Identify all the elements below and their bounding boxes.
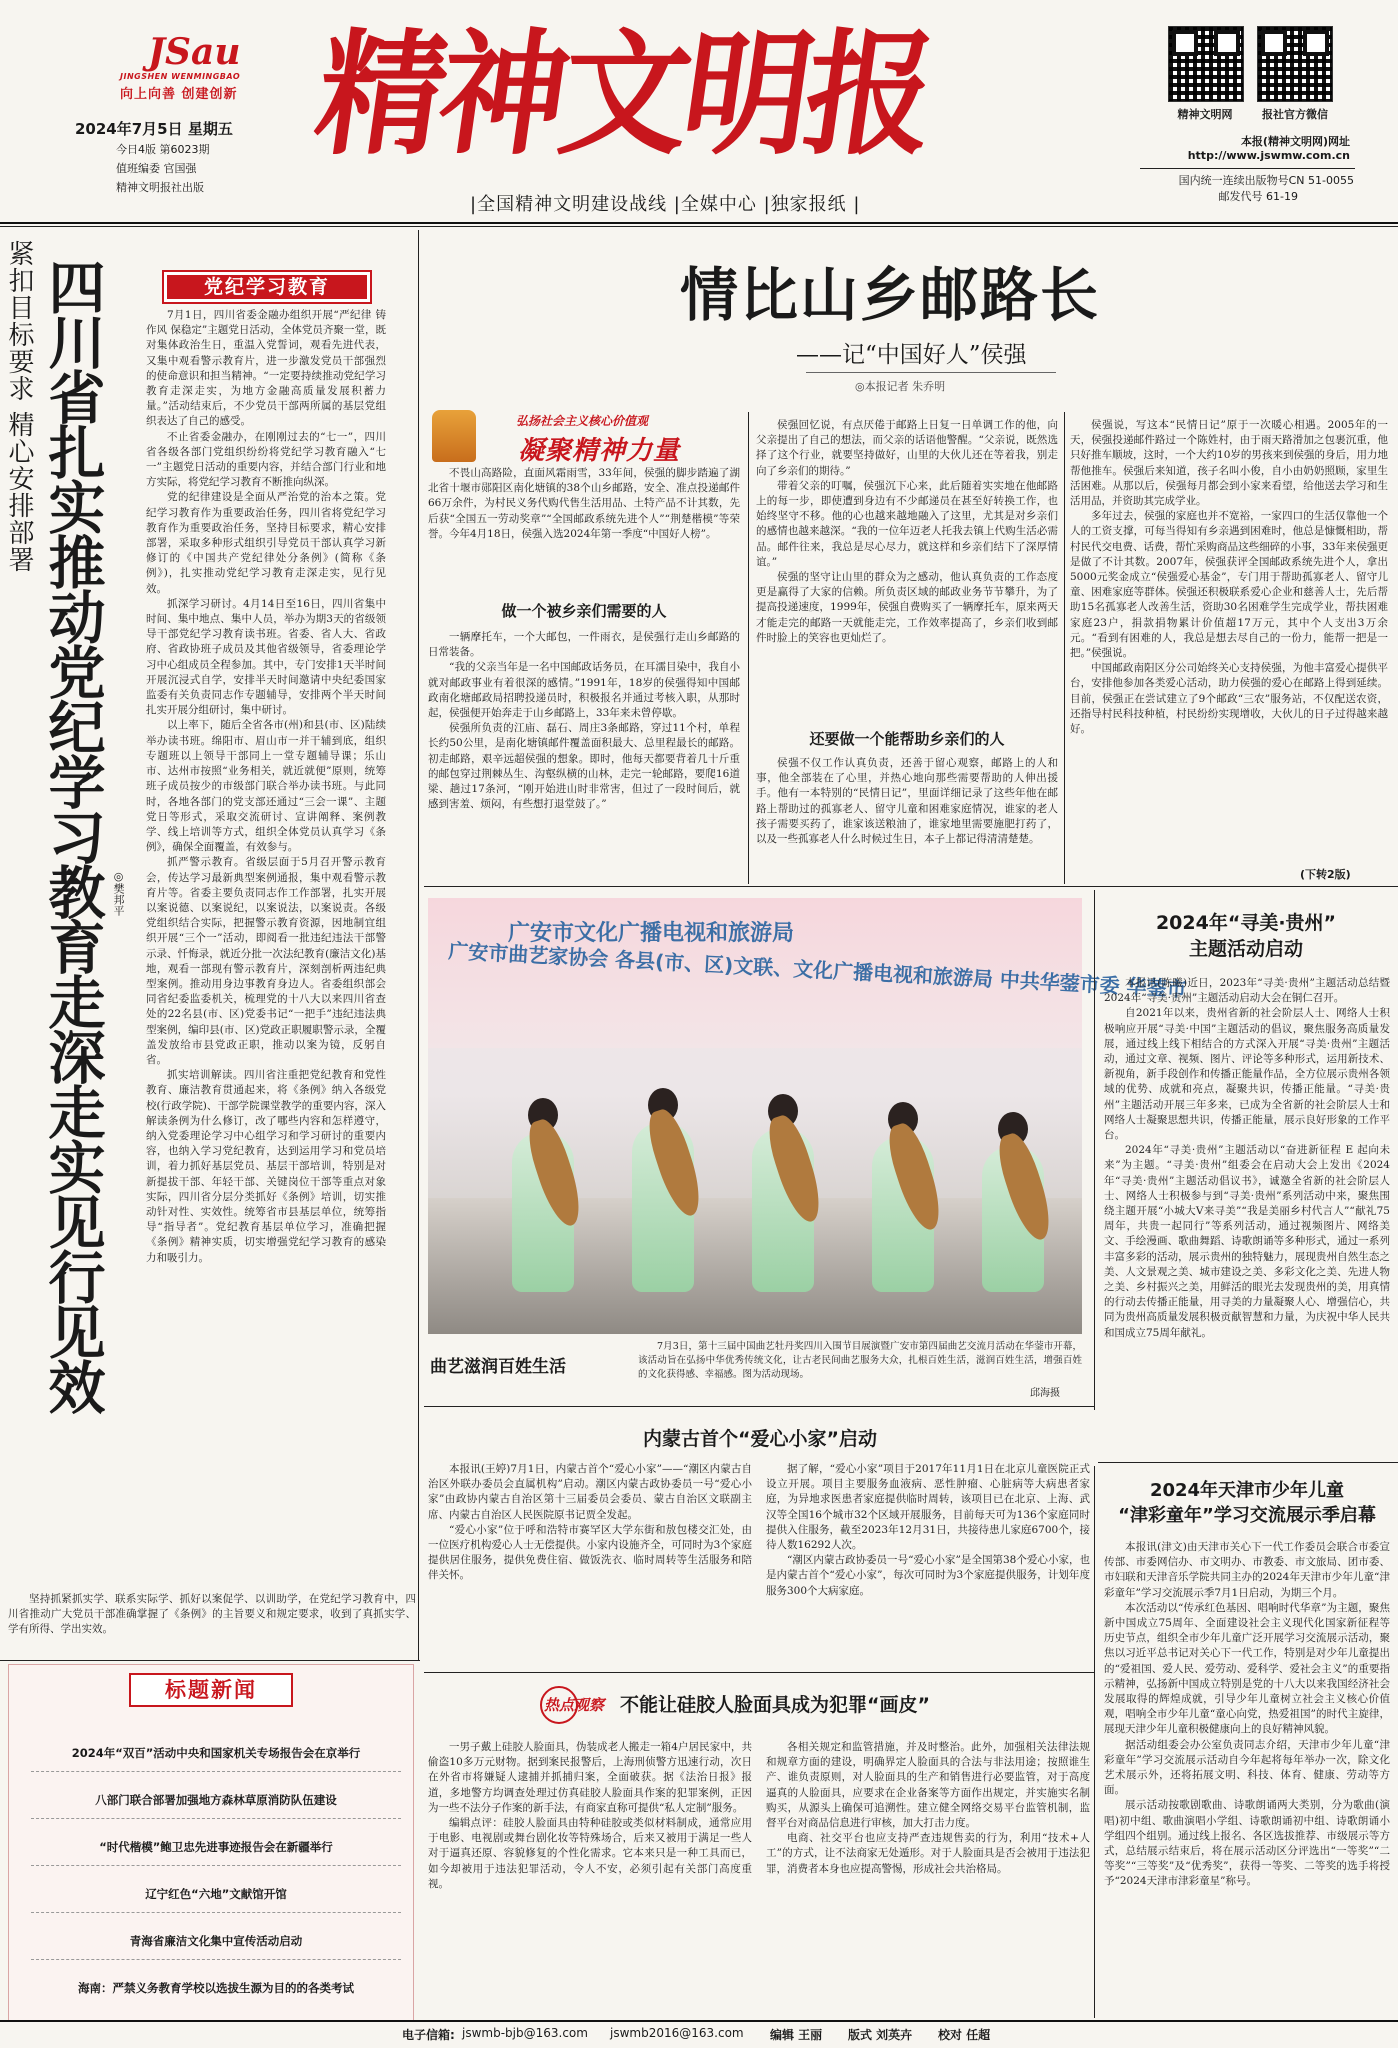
footer-layout: 版式 刘英卉 — [848, 2028, 913, 2042]
feature-intro: 不畏山高路险，直面风霜雨雪，33年间，侯强的脚步踏遍了湖北省十堰市郧阳区南化塘镇的38个山乡邮路，安全、准点投递邮件66万余件，为村民义务代购代售生活用品、土特产品不计其数，先后获“全国五一劳动奖章”“全国邮政系统先进个人”“荆楚楷模”等荣誉。今年4月18日，侯强入选2024年第一季度“中国好人榜”。 — [428, 467, 740, 540]
duty-editor: 值班编委 官国强 — [116, 162, 197, 175]
lead-paragraph: 党的纪律建设是全面从严治党的治本之策。党纪学习教育作为重要政治任务，四川省将党纪学习教育作为重要政治任务，坚持目标要求，精心安排部署，采取多种形式组织引导党员干部认真学习新修订的《中国共产党纪律处分条例》(简称《条例》)，扎实推动党纪学习教育走深走实，见行见效。 — [146, 491, 386, 595]
feature-headline: 情比山乡邮路长 — [680, 261, 1101, 329]
issue-number: 今日4版 第6023期 — [116, 143, 210, 156]
feature-col-2: 侯强回忆说，有点厌倦于邮路上日复一日单调工作的他，向父亲提出了自己的想法，而父亲的话语他警醒。“父亲说，既然选择了这个行业，就要坚持做好，山里的大伙儿还在等着我，别走向了乡亲们的期待。” 带着父亲的叮嘱，侯强沉下心来，此后随着实实地在他邮路上的每一步，即使遭到身边有不少邮递员在甚至好转换工作，也始终坚守不移。他的心也越来越地融入了这里，尤其是对乡亲们的感情也越来越深。“我的一位年迈老人托我去镇上代购生活必需品。邮件往来，我总是尽心尽力，就这样和乡亲们结下了深厚情谊。” 侯强的坚守让山里的群众为之感动，他认真负责的工作态度更是赢得了大家的信赖。所负责区域的邮政业务节节攀升，为了提高投递速度，1999年，侯强自费购买了一辆摩托车，原来两天才能走完的邮路一天就能走完，工作效率提高了，乡亲们收到邮件时脸上的笑容也更灿烂了。 — [756, 419, 1058, 644]
feature-col-1: 一辆摩托车，一个大邮包，一件雨衣，是侯强行走山乡邮路的日常装备。 “我的父亲当年是一名中国邮政话务员，在耳濡目染中，我自小就对邮政事业有着很深的感情。”1991年，18岁的侯强得知中国邮政南化塘邮政局招聘投递员时，积极报名并通过考核入职，从那时起，侯强便开始奔走于山乡邮路上，33年来未曾停歇。 侯强所负责的江庙、磊石、周庄3条邮路，穿过11个村，单程长约50公里，是南化塘镇邮件覆盖面积最大、总里程最长的邮路。初走邮路，艰辛远超侯强的想象。即时，他每天都要背着几十斤重的邮包穿过荆棘丛生、沟壑纵横的山林，走完一轮邮路，要爬16道梁、趟过17条河，“刚开始进山时非常害，但过了一段时间后，就感到害羞、烦闷，有些想打退堂鼓了。” — [428, 631, 740, 811]
website-url[interactable]: http://www.jswmw.com.cn — [1187, 149, 1350, 162]
headline-news-item[interactable]: 八部门联合部署加强地方森林草原消防队伍建设 — [31, 1792, 401, 1819]
footer-email-label: 电子信箱: — [402, 2028, 455, 2042]
performer — [858, 1102, 948, 1298]
photo-caption-title: 曲艺滋润百姓生活 — [430, 1357, 566, 1377]
headline-news-item[interactable]: “时代楷模”鲍卫忠先进事迹报告会在新疆举行 — [31, 1839, 401, 1866]
feature-col-3: 侯强不仅工作认真负责，还善于留心观察，邮路上的人和事，他全部装在了心里，并热心地向那些需要帮助的人伸出援手。他有一本特别的“民情日记”，里面详细记录了这些年他在邮路上帮助过的孤寡老人、留守儿童和困难家庭情况，谁家的老人孩子需要买药了，谁家该送粮油了，谁家地里需要施肥打药了，以及一些孤寡老人什么时候过生日，本子上都记得清清楚楚。 — [756, 757, 1058, 846]
masthead-rule — [0, 222, 1398, 224]
campaign-line-1: 弘扬社会主义核心价值观 — [516, 414, 649, 428]
feature-byline: ◎本报记者 朱乔明 — [855, 380, 946, 393]
footer-email-2[interactable]: jswmb2016@163.com — [610, 2026, 744, 2040]
qr-label-wechat: 报社官方微信 — [1262, 108, 1328, 121]
logo-mark: JSau — [148, 31, 241, 73]
lead-paragraph: 抓严警示教育。省级层面于5月召开警示教育会，传达学习最新典型案例通报，集中观看警示教育片等。省委主要负责同志作工作部署，扎实开展以案说德、以案说纪，以案说法，以案说责。各级党组织结合实际，把握警示教育资源，因地制宜组织开展“三个一”活动，即阅看一批违纪违法干部警示录、忏悔录，就近分批一次法纪教育(廉洁文化)基地，观看一部现有警示教育片，深刻剖析两违纪典型案例。推动用身边事教育身边人。省委组织部会同省纪委监委机关，梳理党的十八大以来四川省查处的22名县(市、区)党委书记“一把手”违纪违法典型案例，编印县(市、区)党政正职履职警示录，全覆盖发放给市县党政正职，推动以案为镜，反躬自省。 — [146, 856, 386, 1066]
footer-proof: 校对 任超 — [938, 2028, 991, 2042]
masthead-tagline: |全国精神文明建设战线 |全媒中心 |独家报纸 | — [470, 194, 861, 215]
headline-news-item[interactable]: 海南：严禁义务教育学校以选拔生源为目的的各类考试 — [78, 1981, 354, 1995]
guizhou-body: 本报讯(陈曦)近日，2023年“寻美·贵州”主题活动总结暨2024年“寻美·贵州”主题活动启动大会在铜仁召开。 自2021年以来，贵州省新的社会阶层人士、网络人士积极响应开展“寻美·中国”主题活动的倡议，聚焦服务高质量发展，通过线上线下相结合的方式深入开展“寻美·贵州”主题活动，通过文章、视频、图片、评论等多种形式，运用新技术、新视角，新手段创作和传播正能量作品，全方位展示贵州各领域的优势、成就和亮点，凝聚共识，传播正能量。“寻美·贵州”主题活动开展三年多来，已成为全省新的社会阶层人士和网络人士凝聚思想共识，传播正能量，展示良好形象的工作平台。 2024年“寻美·贵州”主题活动以“奋进新征程 E 起向未来”为主题。“寻美·贵州”组委会在启动大会上发出《2024年“寻美·贵州”主题活动倡议书》，诚邀全省新的社会阶层人士、网络人士积极参与到“寻美·贵州”系列活动中来，聚焦围绕主题开展“小城大V来寻美”“我是美丽乡村代言人”“献礼75周年，共贵一起同行”等系列活动，通过视频图片、网络美文、手绘漫画、歌曲舞蹈、诗歌朗诵等多种形式，通过一系列丰富多彩的活动，展示贵州的独特魅力，展现贵州自然生态之美、人文景观之美、城市建设之美、多彩文化之美、先进人物之美、乡村振兴之美，用鲜活的眼光去发现贵州的美，用真情的行动去传播正能量，用寻美的力量凝聚人心、增强信心，共同为贵州高质量发展积极贡献智慧和力量，为庆祝中华人民共和国成立75周年献礼。 — [1104, 977, 1390, 1339]
feature-section-head-1: 做一个被乡亲们需要的人 — [501, 602, 667, 620]
lead-headline: 四川省扎实推动党纪学习教育走深走实见行见效 — [39, 258, 105, 1413]
feature-section-head-2: 还要做一个能帮助乡亲们的人 — [809, 730, 1005, 748]
innermongolia-headline: 内蒙古首个“爱心小家”启动 — [643, 1428, 877, 1450]
hotspot-body-left: 一男子戴上硅胶人脸面具，伪装成老人搬走一箱4户居民家中，共偷盗10多万元财物。据到案民报警后，上海刑侦警方迅速行动，次日在外省市将嫌疑人逮捕并抓捕归案，全面破获。据《法治日报》报道，多地警方均调查处理过仿真硅胶人脸面具作案的犯罪案例，正因为一些不法分子作案的新手法，有商家直称可提供“私人定制”服务。 编辑点评：硅胶人脸面具由特种硅胶或类似材料制成，通常应用于电影、电视剧或舞台剧化妆等特殊场合，后来又被用于满足一些人对于逼真还原、容貌修复的个性化需求。它本来只是一种工具而已，如今却被用于违法犯罪活动，令人不安，必须引起有关部门高度重视。 — [428, 1741, 752, 1890]
feature-col-4: 侯强说，写这本“民情日记”原于一次暖心相遇。2005年的一天，侯强投递邮件路过一个陈姓村，由于雨天路滑加之包裹沉重，他只好推车顺坡，这时，一个大约10岁的男孩来到侯强的身后，用力地帮他推车。侯强后来知道，孩子名叫小俊，自小由奶奶照顾，家里生活困难。从那以后，侯强每月都会到小家来看望，给他送去学习和生活用品，并资助其完成学业。 多年过去，侯强的家庭也并不宽裕，一家四口的生活仅靠他一个人的工资支撑，可每当得知有乡亲遇到困难时，他总是慷慨相助，帮村民代交电费、话费，帮忙采购商品这些细碎的小事，33年来侯强更是做了不计其数。2007年，侯强获评全国邮政系统先进个人，拿出5000元奖金成立“侯强爱心基金”，专门用于帮助孤寡老人、留守儿童、困难家庭等群体。侯强还积极联系爱心企业和慈善人士，先后帮助15名孤寡老人改善生活，资助30名困难学生完成学业，帮扶困难家庭23户，捐款捐物累计价值超17万元，其中个人支出3万余元。“看到有困难的人，我总是想去尽自己的一份力，能帮一把是一把。”侯强说。 中国邮政南阳区分公司始终关心支持侯强，为他丰富爱心提供平台，安排他参加各类爱心活动，助力侯强的爱心在邮路上得到延续。目前，侯强正在尝试建立了9个邮政“三农”服务站，不仅配送农资，还指导村民科技种植，村民纷纷实现增收，大伙儿的日子过得越来越好。 — [1070, 419, 1388, 736]
performer — [498, 1098, 588, 1298]
hotspot-headline: 不能让硅胶人脸面具成为犯罪“画皮” — [620, 1694, 930, 1716]
logo-pinyin: JINGSHEN WENMINGBAO — [120, 72, 241, 81]
qr-label-website: 精神文明网 — [1177, 108, 1233, 121]
postal-code: 邮发代号 61-19 — [1218, 190, 1298, 203]
lead-paragraph: 坚持抓紧抓实学、联系实际学、抓好以案促学、以训助学，在党纪学习教育中，四川省推动广大党员干部准确掌握了《条例》的主旨要义和规定要求，收到了真抓实学、学有所得、学出实效。 — [8, 1593, 416, 1636]
lead-paragraph: 抓深学习研讨。4月14日至16日，四川省集中时间、集中地点、集中人员，举办为期3天的省级领导干部党纪学习教育读书班。省委、省人大、省政府、省政协班子成员及其他省级领导，省委理论学习中心组成员全程参加。其中，专门安排1天半时间开展沉浸式自学，安排半天时间邀请中央纪委国家监委有关负责同志作专题辅导，安排两个半天时间扎实开展分组研讨，集中研讨。 — [146, 597, 386, 717]
lead-body — [146, 308, 386, 1588]
headline-news-item[interactable]: 辽宁红色“六地”文献馆开馆 — [31, 1886, 401, 1913]
feature-continued: (下转2版) — [1300, 868, 1351, 881]
logo-slogan: 向上向善 创建创新 — [120, 87, 238, 102]
innermongolia-body: 本报讯(王婷)7月1日，内蒙古首个“爱心小家”——“潮区内蒙古自治区外联办委员会直属机构”启动。潮区内蒙古政协委员一号“爱心小家”由政协内蒙古自治区第十三届委员会委员、蒙古自治区文联副主席、内蒙古自治区人民医院原书记贾全发起。 “爱心小家”位于呼和浩特市赛罕区大学东街和敖包楼交汇处，由一位医疗机构爱心人士无偿提供。小家内设施齐全，可同时为3个家庭提供居住服务，提供免费住宿、做饭洗衣、临时周转等生活服务和陪伴关怀。 据了解，“爱心小家”项目于2017年11月1日在北京儿童医院正式设立开展。项目主要服务血液病、恶性肿瘤、心脏病等大病患者家庭，为异地求医患者家庭提供临时周转，该项目已在北京、上海、武汉等全国16个城市32个区域开展服务，目前每天可为136个家庭同时提供入住服务，截至2023年12月31日，共接待患儿家庭6700个，接待人数16292人次。 “潮区内蒙古政协委员一号“爱心小家”是全国第38个爱心小家，也是内蒙古首个“爱心小家”，每次可同时为3个家庭提供服务，计划年度服务300个大病家庭。 — [428, 1463, 1090, 1597]
lead-paragraph: 抓实培训解读。四川省注重把党纪教育和党性教育、廉洁教育贯通起来，将《条例》纳入各级党校(行政学院)、干部学院课堂教学的重要内容，深入解读条例为什么修订，改了哪些内容和怎样遵守，纳入党委理论学习中心组学习和学习研讨的重要内容，也纳入学习党纪教育，达到运用学习和党员培训，着力抓好基层党员、基层干部培训，特别是对新提拔干部、年轻干部、关键岗位干部等重点对象实际，四川省分层分类抓好《条例》培训，切实推动针对性、实效性。统筹省市县基层单位，统筹指导“指导者”。党纪教育基层单位学习，准确把握《条例》精神实质，切实增强党纪学习教育的感染力和吸引力。 — [146, 1069, 386, 1264]
headline-news-box — [8, 1664, 414, 2022]
feature-subtitle: ——记“中国好人”侯强 — [796, 342, 1027, 368]
issue-info — [72, 118, 272, 195]
photo-credit: 邱海摄 — [1030, 1388, 1060, 1399]
footer — [0, 2024, 1398, 2044]
performer — [968, 1112, 1058, 1298]
lead-paragraph: 7月1日，四川省委金融办组织开展“严纪律 铸作风 保稳定”主题党日活动，全体党员齐聚一堂，既对集体政治生日，重温入党誓词，观看先进代表，又集中观看警示教育片，进一步激发党员干部强烈的使命意识和担当精神。“一定要持续推动党纪学习教育走深走实，为地方金融高质量发展积蓄力量。”活动结束后，不少党员干部两所属的基层党组织表达了自己的感受。 — [146, 309, 386, 428]
footer-email-1[interactable]: jswmb-bjb@163.com — [462, 2026, 588, 2040]
hotspot-body-right: 各相关规定和监管措施，并及时整治。此外，加强相关法律法规和规章方面的建设，明确界定人脸面具的合法与非法用途；按照谁生产、谁负责原则，对人脸面具的生产和销售进行必要监管，对于高度逼真的人脸面具，应要求在企业备案等方面作出规定，并实施实名制购买，从源头上确保可追溯性。建立健全网络交易平台监管机制，监督平台对商品信息进行审核，加大打击力度。 电商、社交平台也应支持严查违规售卖的行为，利用“技术+人工”的方式，让不法商家无处遁形。对于人脸面具是否会被用于违法犯罪，消费者本身也应提高警惕，形成社会共治格局。 — [766, 1741, 1090, 1875]
performance-photo — [428, 898, 1188, 1334]
campaign-line-2: 凝聚精神力量 — [518, 436, 681, 466]
masthead — [0, 0, 1398, 238]
headline-news-title: 标题新闻 — [129, 1673, 293, 1707]
fist-icon — [432, 410, 476, 462]
photo-caption: 7月3日，第十三届中国曲艺牡丹奖四川入围节目展演暨广安市第四届曲艺交流月活动在华蓥市开幕，该活动旨在弘扬中华优秀传统文化，让古老民间曲艺服务大众，扎根百姓生活，滋润百姓生活，增强百姓的文化获得感、幸福感。图为活动现场。 — [638, 1341, 1082, 1380]
publisher: 精神文明报社出版 — [116, 181, 204, 194]
performer — [738, 1094, 828, 1298]
newspaper-logo — [120, 32, 280, 102]
tianjin-body: 本报讯(津文)由天津市关心下一代工作委员会联合市委宣传部、市委网信办、市文明办、市教委、市文旅局、团市委、市妇联和天津音乐学院共同主办的2024年天津市少年儿童“津彩童年”学习交流展示季7月1日启动，为期三个月。 本次活动以“传承红色基因、唱响时代华章”为主题，聚焦新中国成立75周年、全面建设社会主义现代化国家新征程等历史节点，组织全市少年儿童广泛开展学习交流展示活动，聚焦以习近平总书记对关心下一代工作，特别是对少年儿童提出的“爱祖国、爱人民、爱劳动、爱科学、爱社会主义”的重要指示精神，弘扬新中国成立特别是党的十八大以来我国经济社会发展取得的辉煌成就，引导少年儿童树立社会主义核心价值观，唱响全市少年儿童“童心向党，热爱祖国”的时代主旋律，展现天津少年儿童积极健康向上的良好精神风貌。 据活动组委会办公室负责同志介绍，天津市少年儿童“津彩童年”学习交流展示活动自今年起将每年举办一次，除文化艺术展示外，还将拓展文明、科技、体育、健康、劳动等方面。 展示活动按歌剧歌曲、诗歌朗诵两大类别，分为歌曲(演唱)初中组、歌曲演唱小学组、诗歌朗诵初中组、诗歌朗诵小学组四个组别。通过线上报名、各区选拔推荐、市级展示等方式，总结展示结束后，将在展示活动区分评选出“一等奖”“二等奖”“三等奖”及“优秀奖”，获得一等奖、二等奖的选手将授予“2024天津市津彩童星”称号。 — [1104, 1541, 1390, 1888]
footer-editor: 编辑 王丽 — [770, 2028, 823, 2042]
photo-banner: 广安市文化广播电视和旅游局 广安市曲艺家协会 各县(市、区)文联、文化广播电视和旅游局 中共华蓥市委 华蓥市 — [428, 898, 1082, 1048]
cn-number: 国内统一连续出版物号CN 51-0055 — [1178, 174, 1354, 187]
campaign-banner — [432, 406, 718, 466]
lead-subtitle: 紧扣目标要求 精心安排部署 — [4, 240, 34, 574]
qr-code-website — [1168, 26, 1244, 102]
headline-news-item[interactable]: 2024年“双百”活动中央和国家机关专场报告会在京举行 — [31, 1745, 401, 1772]
lead-paragraph: 不止省委金融办，在刚刚过去的“七一”，四川省各级各部门党组织纷纷将党纪学习教育融入“七一”主题党日活动的重要内容，并结合部门行业和地方实际，将党纪学习教育不断推向纵深。 — [146, 430, 386, 489]
website-label: 本报(精神文明网)网址 — [1240, 135, 1350, 148]
left-column-divider — [418, 230, 419, 1660]
newspaper-title: 精神文明报 — [306, 16, 940, 174]
qr-code-wechat — [1257, 26, 1333, 102]
hotspot-tag: 热点观察 — [540, 1686, 614, 1720]
lead-byline: ◎樊邦平 — [112, 870, 125, 916]
lead-paragraph: 以上率下，随后全省各市(州)和县(市、区)陆续举办读书班。绵阳市、眉山市一并干辅到底，组织专题班以上领导干部同上一堂专题辅导课；乐山市、达州市按照“业务相关，就近就便”原则，统筹班子成员按少的市级部门联合举办读书班。与此同时，各地各部门的党支部还通过“三会一课”、主题党日等形式，采取交流研讨、宣讲阐释、案例教学、线上培训等方式，组织全体党员认真学习《条例》，确保全面覆盖，有效参与。 — [146, 719, 386, 854]
column-tag-party-discipline: 党纪学习教育 — [162, 270, 372, 304]
lead-body-bottom — [8, 1592, 416, 1656]
guizhou-headline: 2024年“寻美·贵州” 主题活动启动 — [1155, 912, 1337, 960]
performer — [618, 1088, 708, 1298]
tianjin-headline: 2024年天津市少年儿童 “津彩童年”学习交流展示季启幕 — [1118, 1480, 1376, 1526]
headline-news-item[interactable]: 青海省廉洁文化集中宣传活动启动 — [31, 1933, 401, 1960]
issue-date: 2024年7月5日 星期五 — [75, 120, 233, 138]
